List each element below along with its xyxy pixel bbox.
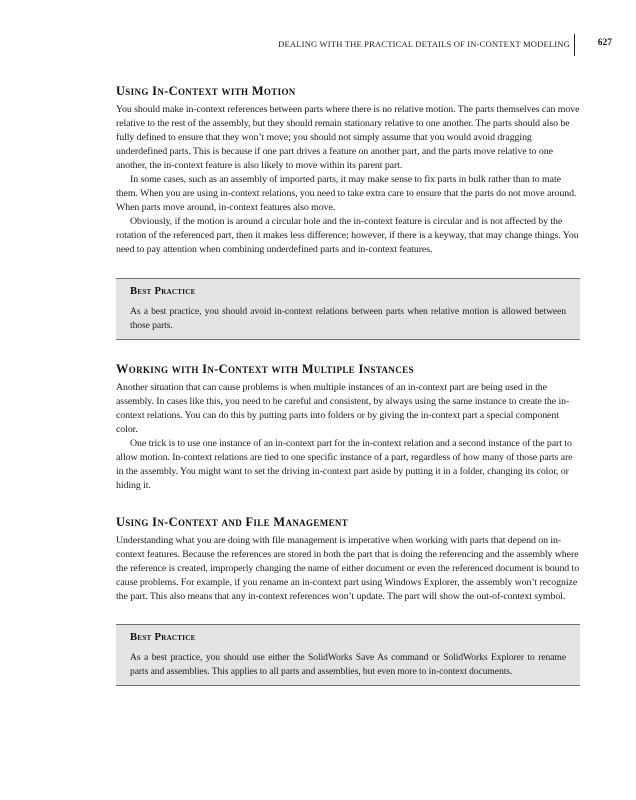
section-in-context-motion [116, 84, 580, 257]
page-body [116, 84, 580, 686]
running-head-divider [574, 34, 575, 56]
section-heading: Using In-Context with Motion [116, 84, 296, 98]
body-paragraph: Another situation that can cause problems is when multiple instances of an in-context part are being used in the assembly. In cases like this, you need to be careful and consistent, by always using the same instance to create the in-context relations. You can do this by putting parts into folders or by giving the in-context part a special component color. [116, 382, 570, 435]
section-file-management [116, 515, 580, 604]
best-practice-heading: Best Practice [130, 632, 196, 643]
best-practice-text: As a best practice, you should avoid in-context relations between parts when relative motion is allowed between those parts. [130, 306, 566, 331]
best-practice-box [116, 624, 580, 686]
body-paragraph: You should make in-context references between parts where there is no relative motion. The parts themselves can move relative to the rest of the assembly, but they should remain stationary relative to one another. The parts should also be fully defined to ensure that they won’t move; you should not simply assume that you would avoid dragging underdefined parts. This is because if one part drives a feature on another part, and the parts move relative to one another, the in-context feature is also likely to move within its parent part. [116, 104, 580, 171]
page-number: 627 [597, 38, 612, 48]
section-heading: Using In-Context and File Management [116, 515, 349, 529]
section-multiple-instances [116, 362, 580, 493]
best-practice-text: As a best practice, you should use either the SolidWorks Save As command or SolidWorks Explorer to rename parts and assemblies. This applies to all parts and assemblies, but even more to in-context documents. [130, 652, 566, 677]
body-paragraph: In some cases, such as an assembly of imported parts, it may make sense to fix parts in bulk rather than to mate them. When you are using in-context relations, you need to take extra care to ensure that the parts do not move around. When parts move around, in-context features also move. [116, 174, 577, 213]
body-paragraph: Obviously, if the motion is around a circular hole and the in-context feature is circular and is not affected by the rotation of the referenced part, then it makes less difference; however, if there is a keyway, that may change things. You need to pay attention when combining underdefined parts and in-context features. [116, 216, 579, 255]
best-practice-heading: Best Practice [130, 286, 196, 297]
body-paragraph: Understanding what you are doing with file management is imperative when working with parts that depend on in-context features. Because the references are stored in both the part that is doing the referencing and the assembly where the reference is created, improperly changing the name of either document or even the referenced document is bound to cause problems. For example, if you rename an in-context part using Windows Explorer, the assembly won’t recognize the part. This also means that any in-context references won’t update. The part will show the out-of-context symbol. [116, 535, 580, 602]
running-head-title: DEALING WITH THE PRACTICAL DETAILS OF IN-CONTEXT MODELING [278, 39, 570, 49]
section-heading: Working with In-Context with Multiple Instances [116, 362, 414, 376]
best-practice-box [116, 278, 580, 340]
body-paragraph: One trick is to use one instance of an in-context part for the in-context relation and a second instance of the part to allow motion. In-context relations are tied to one specific instance of a part, regardless of how many of those parts are in the assembly. You might want to set the driving in-context part aside by putting it in a folder, changing its color, or hiding it. [116, 438, 573, 491]
running-head [0, 37, 636, 59]
